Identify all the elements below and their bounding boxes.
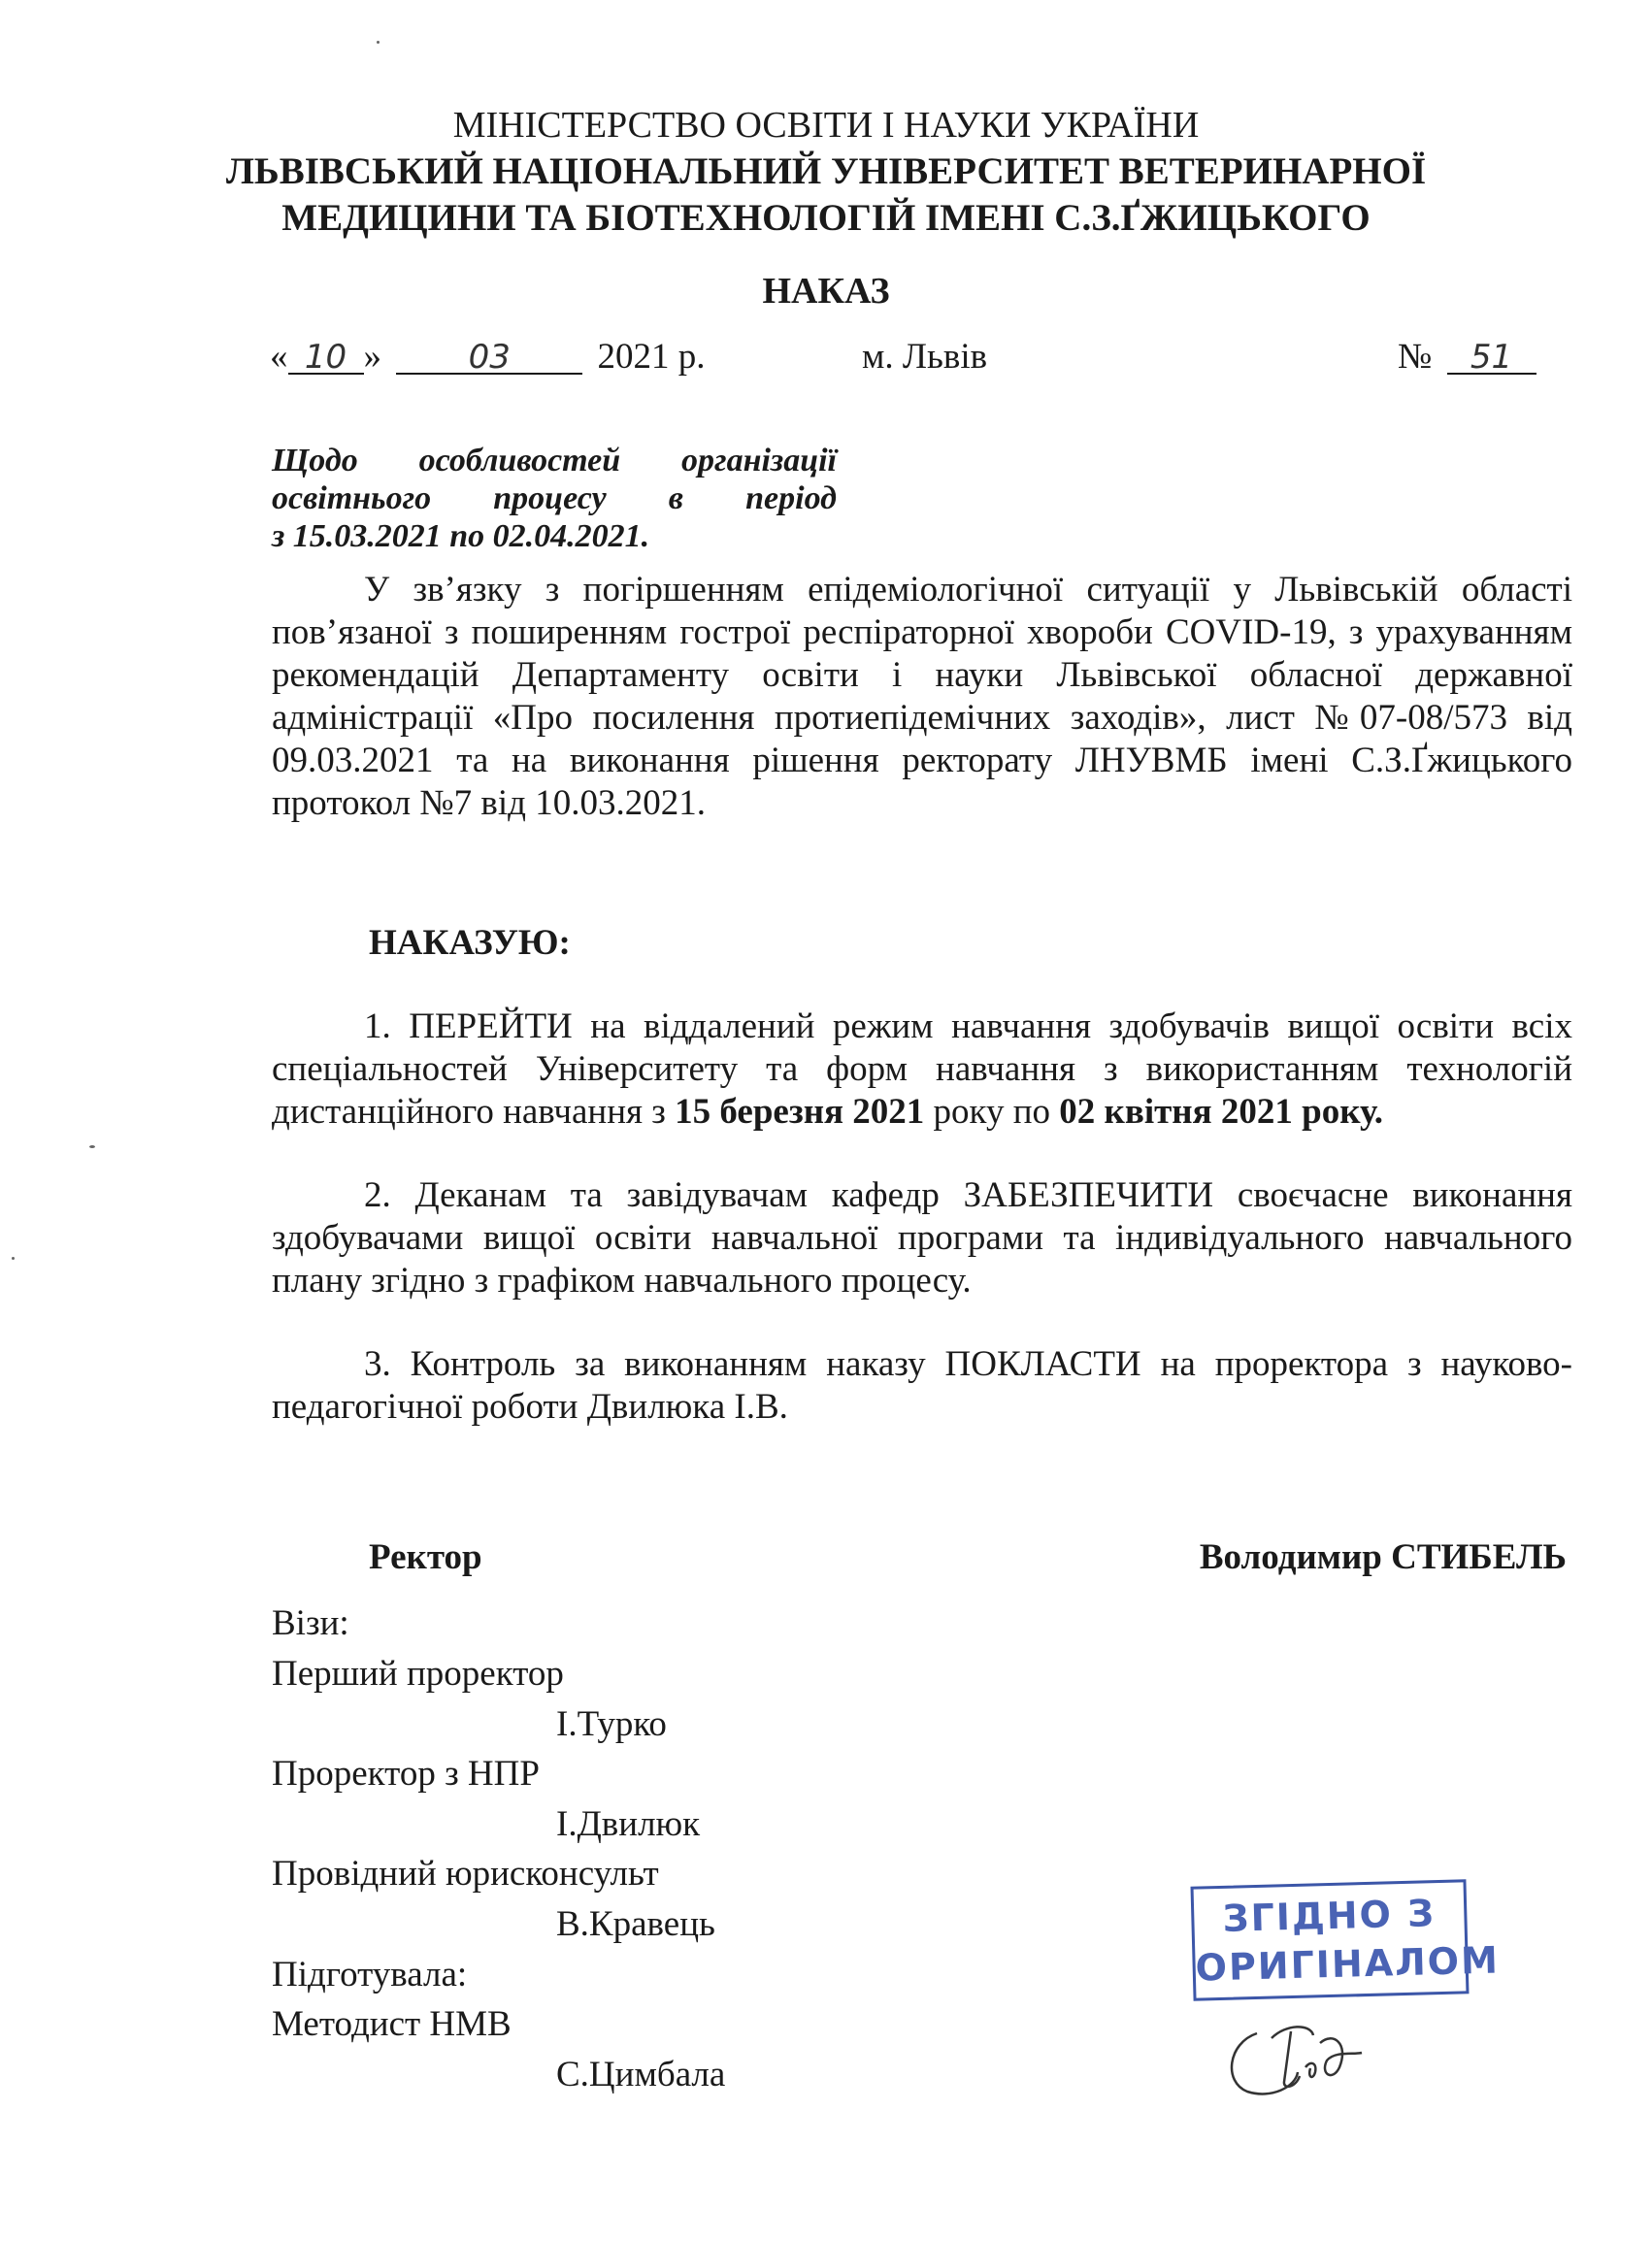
document-date bbox=[270, 336, 706, 379]
university-name-line2: МЕДИЦИНИ ТА БІОТЕХНОЛОГІЙ ІМЕНІ С.З.ҐЖИЦЬКОГО bbox=[281, 197, 1371, 239]
preamble-block bbox=[272, 569, 1572, 825]
subject-line-3: з 15.03.2021 по 02.04.2021. bbox=[272, 518, 650, 554]
order-item-1-text: 1. ПЕРЕЙТИ на віддалений режим навчання здобувачів вищої освіти всіх спеціальностей Університету та форм навчання з використанням технологій дистанційного навчання з bbox=[272, 1006, 1572, 1132]
certified-copy-stamp bbox=[1191, 1879, 1501, 2000]
number-field bbox=[1447, 336, 1536, 375]
order-item-1-paragraph bbox=[272, 1006, 1572, 1134]
number-label: № bbox=[1398, 337, 1433, 377]
subject-line-1: Щодо особливостей організації bbox=[272, 443, 837, 478]
handwritten-signature bbox=[1218, 2014, 1373, 2101]
rector-title: Ректор bbox=[369, 1537, 482, 1577]
scan-speck bbox=[12, 1257, 15, 1260]
order-subject bbox=[272, 442, 837, 555]
document-title: НАКАЗ bbox=[762, 271, 890, 312]
rector-name: Володимир СТИБЕЛЬ bbox=[1199, 1537, 1567, 1577]
order-item-2 bbox=[272, 1174, 1572, 1302]
order-word: НАКАЗУЮ: bbox=[369, 923, 571, 963]
stamp-line-2: ОРИГІНАЛОМ bbox=[1195, 1938, 1501, 1990]
date-day-field bbox=[288, 336, 364, 375]
date-month-field bbox=[396, 336, 582, 375]
scan-speck bbox=[89, 1145, 95, 1148]
visas-label: Візи: bbox=[272, 1603, 349, 1643]
first-vice-rector-title: Перший проректор bbox=[272, 1654, 564, 1694]
ministry-name: МІНІСТЕРСТВО ОСВІТИ І НАУКИ УКРАЇНИ bbox=[452, 105, 1200, 146]
order-item-1-mid: року по bbox=[924, 1092, 1060, 1132]
order-item-1-date-from: 15 березня 2021 bbox=[675, 1092, 925, 1132]
order-item-1-date-to: 02 квітня 2021 року. bbox=[1059, 1092, 1384, 1132]
order-item-1 bbox=[272, 1006, 1572, 1134]
university-name-line1: ЛЬВІВСЬКИЙ НАЦІОНАЛЬНИЙ УНІВЕРСИТЕТ ВЕТЕРИНАРНОЇ bbox=[225, 150, 1427, 192]
methodist-title: Методист НМВ bbox=[272, 2004, 512, 2044]
preamble-paragraph: У зв’язку з погіршенням епідеміологічної ситуації у Львівській області пов’язаної з поширенням гострої респіраторної хвороби COVID-19, з урахуванням рекомендацій Департаменту освіти і науки Львівської обласної державної адміністрації «Про посилення протиепідемічних заходів», лист №07-08/573 від 09.03.2021 та на виконання рішення ректорату ЛНУВМБ імені С.З.Ґжицького протокол №7 від 10.03.2021. bbox=[272, 570, 1572, 823]
subject-line-2: освітнього процесу в період bbox=[272, 480, 837, 516]
date-close-quote: » bbox=[363, 337, 381, 377]
vice-rector-npr-title: Проректор з НПР bbox=[272, 1754, 540, 1794]
scan-speck bbox=[377, 41, 380, 44]
number-value: 51 bbox=[1470, 338, 1513, 377]
document-header bbox=[0, 102, 1652, 242]
document-city: м. Львів bbox=[862, 337, 988, 377]
date-day-value: 10 bbox=[304, 338, 347, 377]
date-month-value: 03 bbox=[468, 338, 511, 377]
lawyer-name: В.Кравець bbox=[556, 1904, 715, 1944]
lawyer-title: Провідний юрисконсульт bbox=[272, 1854, 659, 1894]
prepared-by-label: Підготувала: bbox=[272, 1955, 468, 1995]
stamp-line-1: ЗГІДНО З bbox=[1222, 1892, 1437, 1940]
order-item-3-paragraph: 3. Контроль за виконанням наказу ПОКЛАСТИ на проректора з науково-педагогічної роботи Двилюка І.В. bbox=[272, 1344, 1572, 1427]
first-vice-rector-name: І.Турко bbox=[556, 1704, 667, 1744]
vice-rector-npr-name: І.Двилюк bbox=[556, 1804, 701, 1844]
document-number bbox=[1398, 336, 1536, 379]
order-item-2-paragraph: 2. Деканам та завідувачам кафедр ЗАБЕЗПЕЧИТИ своєчасне виконання здобувачами вищої освіти навчальної програми та індивідуального навчального плану згідно з графіком навчального процесу. bbox=[272, 1175, 1572, 1301]
methodist-name: С.Цимбала bbox=[556, 2055, 726, 2094]
date-open-quote: « bbox=[270, 337, 288, 377]
order-item-3 bbox=[272, 1343, 1572, 1429]
date-year: 2021 р. bbox=[597, 337, 706, 377]
